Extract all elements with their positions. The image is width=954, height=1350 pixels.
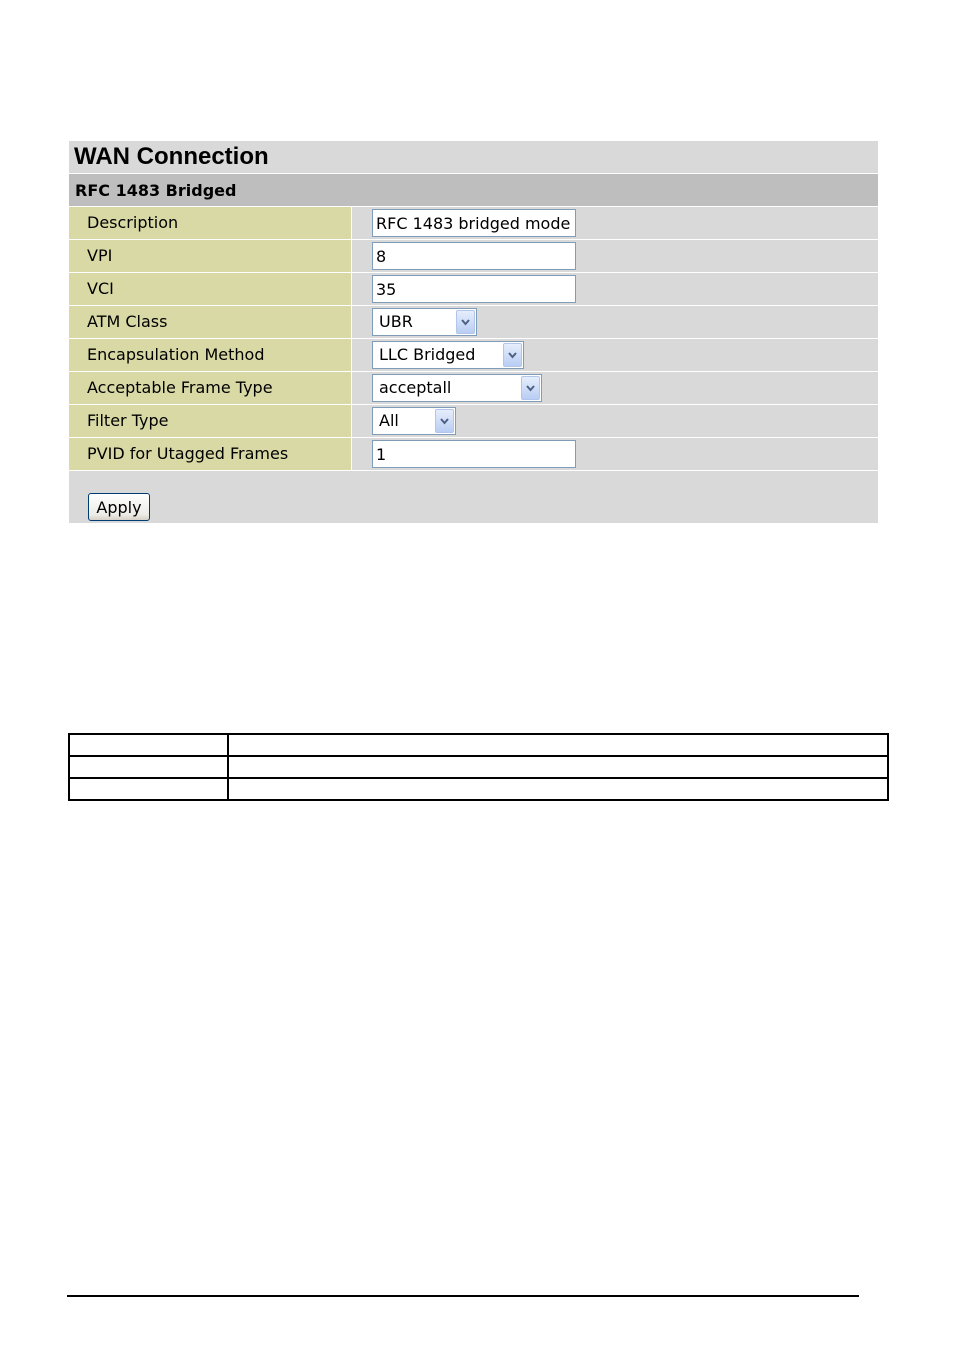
description-input[interactable]	[372, 209, 576, 237]
encapsulation-label: Encapsulation Method	[69, 339, 352, 371]
row-atm-class	[69, 305, 878, 338]
table-cell	[69, 756, 228, 778]
dropdown-button[interactable]	[503, 343, 522, 367]
chevron-down-icon	[526, 385, 535, 392]
row-pvid	[69, 437, 878, 470]
row-vpi	[69, 239, 878, 272]
table-row	[69, 756, 888, 778]
frame-type-label: Acceptable Frame Type	[69, 372, 352, 404]
frame-type-select[interactable]	[372, 374, 542, 402]
dropdown-button[interactable]	[435, 409, 454, 433]
frame-type-selected: acceptall	[379, 378, 452, 397]
apply-row	[69, 470, 878, 523]
page-title: WAN Connection	[69, 141, 878, 173]
vpi-input[interactable]	[372, 242, 576, 270]
table-cell	[228, 756, 888, 778]
row-description	[69, 206, 878, 239]
table-cell	[69, 734, 228, 756]
row-frame-type	[69, 371, 878, 404]
chevron-down-icon	[508, 352, 517, 359]
filter-type-label: Filter Type	[69, 405, 352, 437]
filter-type-select[interactable]	[372, 407, 456, 435]
vci-input[interactable]	[372, 275, 576, 303]
footer-divider	[67, 1295, 859, 1297]
pvid-label: PVID for Utagged Frames	[69, 438, 352, 470]
section-title: RFC 1483 Bridged	[69, 173, 878, 206]
chevron-down-icon	[461, 319, 470, 326]
row-encapsulation	[69, 338, 878, 371]
vci-label: VCI	[69, 273, 352, 305]
encapsulation-select[interactable]	[372, 341, 524, 369]
parameter-table	[68, 733, 889, 801]
table-cell	[228, 734, 888, 756]
apply-button[interactable]: Apply	[88, 493, 150, 521]
filter-type-selected: All	[379, 411, 399, 430]
dropdown-button[interactable]	[456, 310, 475, 334]
row-vci	[69, 272, 878, 305]
table-row	[69, 778, 888, 800]
chevron-down-icon	[440, 418, 449, 425]
row-filter-type	[69, 404, 878, 437]
pvid-input[interactable]	[372, 440, 576, 468]
encapsulation-selected: LLC Bridged	[379, 345, 476, 364]
description-label: Description	[69, 207, 352, 239]
table-row	[69, 734, 888, 756]
atm-class-select[interactable]	[372, 308, 477, 336]
wan-connection-panel	[69, 141, 878, 523]
vpi-label: VPI	[69, 240, 352, 272]
dropdown-button[interactable]	[521, 376, 540, 400]
atm-class-selected: UBR	[379, 312, 413, 331]
atm-class-label: ATM Class	[69, 306, 352, 338]
table-cell	[69, 778, 228, 800]
table-cell	[228, 778, 888, 800]
